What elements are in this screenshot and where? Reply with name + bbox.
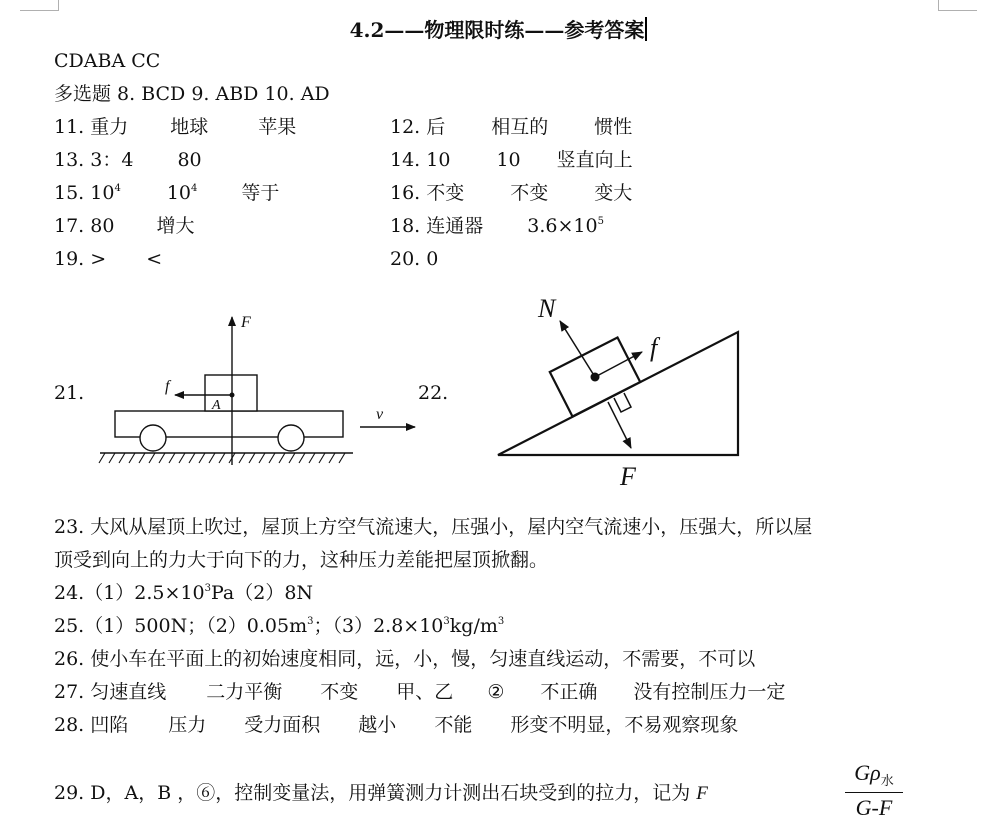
page-corner-mark <box>938 0 977 11</box>
ground-hatching <box>99 453 345 463</box>
answer-25: 25.（1）500N；$(2)0.05m^3$；$(3)2.8\times 10^3kg/m^3$ <box>54 615 505 637</box>
answer-17: 17. 80 增大 <box>54 215 195 237</box>
block-center-dot <box>591 373 600 382</box>
label-f: f <box>165 378 170 395</box>
answer-18: 18. 连通器 $3.6\times 10^5$ <box>390 215 604 237</box>
answer-20: 20. 0 <box>390 248 439 270</box>
label-N: N <box>538 294 556 323</box>
answer-line-2: 多选题 8. BCD 9. ABD 10. AD <box>54 83 330 105</box>
answer-15: 15. $10^4$ $10^4$ 等于 <box>54 182 280 204</box>
cart-wheel <box>140 425 166 451</box>
label-f: f <box>650 333 658 362</box>
answer-11: 11. 重力 地球 苹果 <box>54 116 297 138</box>
answer-19: 19. > < <box>54 248 163 270</box>
answer-23-line-2: 顶受到向上的力大于向下的力，这种压力差能把屋顶掀翻。 <box>54 549 549 571</box>
answer-27: 27. 匀速直线 二力平衡 不变 甲、乙 ② 不正确 没有控制压力一定 <box>54 681 786 703</box>
cart-wheel <box>278 425 304 451</box>
answer-22-label: 22. <box>418 382 449 404</box>
answer-12: 12. 后 相互的 惯性 <box>390 116 633 138</box>
answer-28: 28. 凹陷 压力 受力面积 越小 不能 形变不明显，不易观察现象 <box>54 714 739 736</box>
label-F: F <box>620 462 636 490</box>
label-v: v <box>376 406 384 423</box>
answer-16: 16. 不变 不变 变大 <box>390 182 633 204</box>
text-cursor <box>645 17 647 41</box>
answer-26: 26. 使小车在平面上的初始速度相同，远，小，慢，匀速直线运动，不需要，不可以 <box>54 648 756 670</box>
answer-14: 14. 10 10 竖直向上 <box>390 149 633 171</box>
answer-23-line-1: 23. 大风从屋顶上吹过，屋顶上方空气流速大，压强小，屋内空气流速小，压强大，所以屋 <box>54 516 813 538</box>
answer-line-1: CDABA CC <box>54 50 161 72</box>
figure-22-incline-diagram <box>490 290 750 490</box>
answer-24: $24.(1)2.5\times 10^3Pa(2)8N$ <box>54 582 314 604</box>
page-corner-mark <box>20 0 59 11</box>
answer-21-label: 21. <box>54 382 85 404</box>
center-point <box>230 393 235 398</box>
answer-29: 29. D，A，B ，⑥，控制变量法，用弹簧测力计测出石块受到的拉力，记为 F <box>54 782 708 804</box>
figure-21-cart-diagram <box>95 305 425 475</box>
label-A: A <box>212 398 221 413</box>
document-title[interactable]: 4.2——物理限时练——参考答案 <box>0 14 997 43</box>
answer-13: 13. 3：4 80 <box>54 149 202 171</box>
label-F: F <box>241 314 251 331</box>
density-formula: $G\rho_水$ G-F <box>845 760 903 821</box>
